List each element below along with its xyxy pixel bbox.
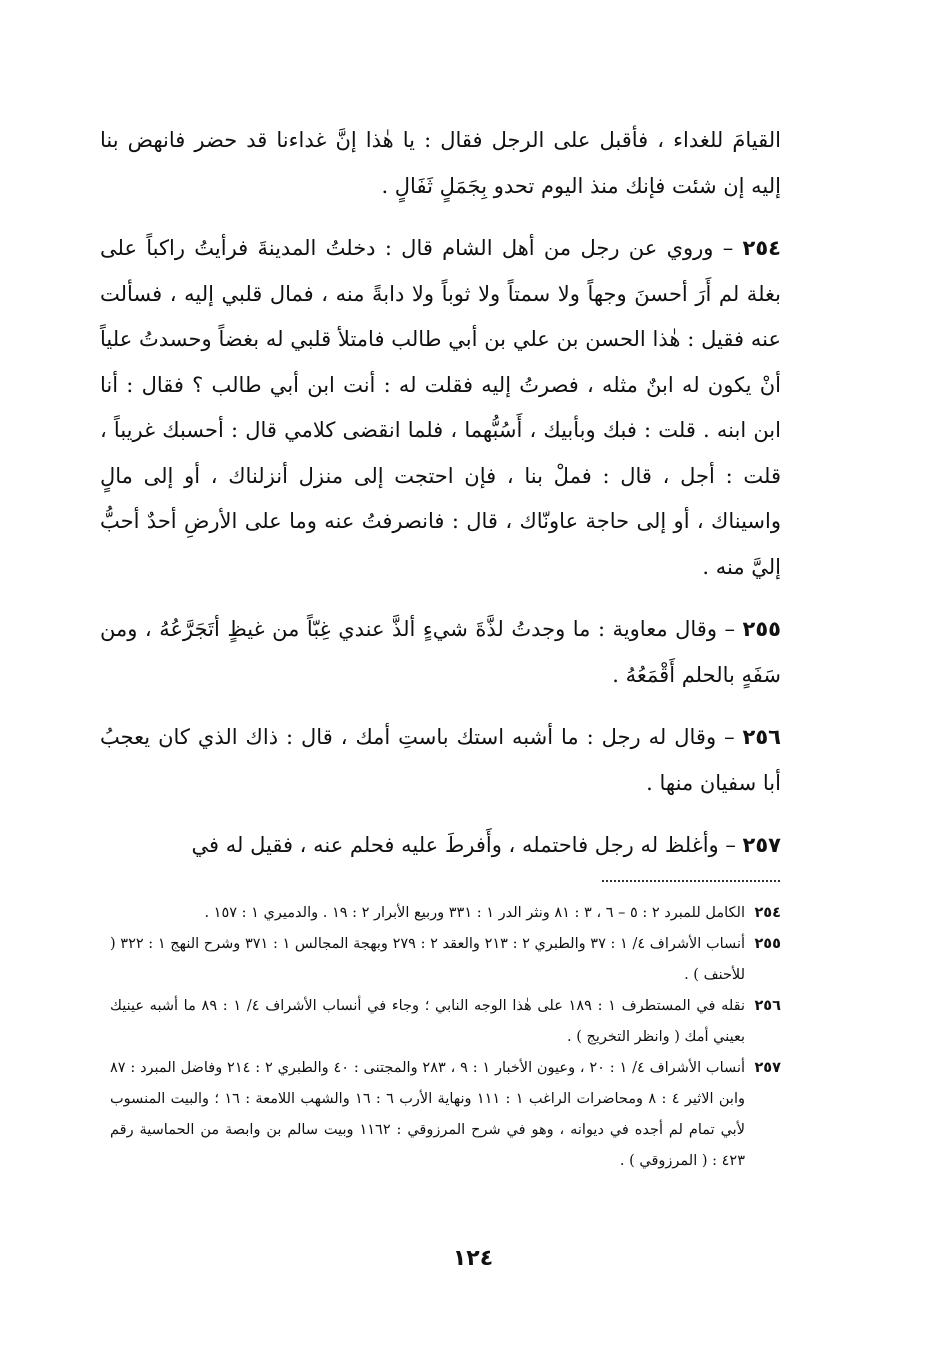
paragraph-256 (100, 715, 781, 806)
item-number: ٢٥٦ (742, 725, 781, 749)
footnote-text: الكامل للمبرد ٢ : ٥ – ٦ ، ٣ : ٨١ ونثر الدر ١ : ٣٣١ وربيع الأبرار ٢ : ١٩ . والدميري ١ : ١٥٧ . (204, 905, 745, 921)
paragraph-text: – وقال له رجل : ما أشبه استك باستِ أمك ، قال : ذاك الذي كان يعجبُ أبا سفيان منها . (100, 725, 781, 795)
footnote-text: أنساب الأشراف ٤/ ١ : ٢٠ ، وعيون الأخبار ١ : ٩ ، ٢٨٣ والمجتنى : ٤٠ والطبري ٢ : ٢١٤ وفاضل المبرد : ٨٧ وابن الاثير ٤ : ٨ ومحاضرات الراغب ١ : ١١١ ونهاية الأرب ٦ : ١٦ والشهب اللامعة : ١٦ ؛ والبيت المنسوب لأبي تمام لم أجده في ديوانه ، وهو في شرح المرزوقي : ١١٦٢ وبيت سالم بن وابصة من الحماسية رقم ٤٢٣ : ( المرزوقي ) . (110, 1060, 746, 1169)
item-number: ٢٥٧ (742, 833, 781, 857)
paragraph-text: القيامَ للغداء ، فأقبل على الرجل فقال : يا هٰذا إنَّ غداءنا قد حضر فانهض بنا إليه إن شئت فإنك منذ اليوم تحدو بِجَمَلٍ ثَفَالٍ . (100, 128, 781, 198)
footnote-number: ٢٥٥ (754, 936, 781, 952)
paragraph-text: – وروي عن رجل من أهل الشام قال : دخلتُ المدينةَ فرأيتُ راكباً على بغلة لم أَرَ أحسنَ وجهاً ولا سمتاً ولا ثوباً ولا دابةً منه ، فمال قلبي إليه ، فسألت عنه فقيل : هٰذا الحسن بن علي بن أبي طالب فامتلأ قلبي له بغضاً وحسدتُ علياً أنْ يكون له ابنٌ مثله ، فصرتُ إليه فقلت له : أنت ابن أبي طالب ؟ فقال : أنا ابن ابنه . قلت : فبك وبأبيك ، أَسُبُّهما ، فلما انقضى كلامي قال : أحسبك غريباً ، قلت : أجل ، قال : فملْ بنا ، فإن احتجت إلى منزل أنزلناك ، أو إلى مالٍ واسيناك ، أو إلى حاجة عاونّاك ، قال : فانصرفتُ عنه وما على الأرضِ أحدٌ أحبُّ إليَّ منه . (100, 236, 781, 579)
footnotes (110, 898, 781, 1177)
footnote-257 (110, 1053, 781, 1177)
paragraph-255 (100, 607, 781, 698)
footnote-255 (110, 929, 781, 991)
paragraph-text: – وأغلظ له رجل فاحتمله ، وأَفرطَ عليه فحلم عنه ، فقيل له في (191, 833, 736, 857)
footnote-256 (110, 991, 781, 1053)
page-number: ١٢٤ (452, 1246, 494, 1271)
footnote-text: أنساب الأشراف ٤/ ١ : ٣٧ والطبري ٢ : ٢١٣ والعقد ٢ : ٢٧٩ وبهجة المجالس ١ : ٣٧١ وشرح النهج ١ : ٣٢٢ ( للأحنف ) . (110, 936, 746, 983)
footnote-separator (602, 880, 780, 882)
footnote-254 (110, 898, 781, 929)
paragraph-text: – وقال معاوية : ما وجدتُ لذَّةَ شيءٍ ألذَّ عندي غِبّاً من غيظٍ أتَجَرَّعُهُ ، ومن سَفَهٍ بالحلم أَقْمَعُهُ . (100, 617, 781, 687)
item-number: ٢٥٤ (742, 236, 781, 260)
footnote-number: ٢٥٤ (754, 905, 781, 921)
item-number: ٢٥٥ (742, 617, 781, 641)
paragraph-continuation (100, 118, 781, 209)
footnote-number: ٢٥٦ (754, 998, 781, 1014)
footnote-number: ٢٥٧ (754, 1060, 781, 1076)
main-text (100, 118, 781, 886)
paragraph-257 (100, 823, 781, 869)
footnote-text: نقله في المستطرف ١ : ١٨٩ على هٰذا الوجه النابي ؛ وجاء في أنساب الأشراف ٤/ ١ : ٨٩ ما أشبه عينيك بعيني أمك ( وانظر التخريج ) . (110, 998, 746, 1045)
paragraph-254 (100, 226, 781, 590)
